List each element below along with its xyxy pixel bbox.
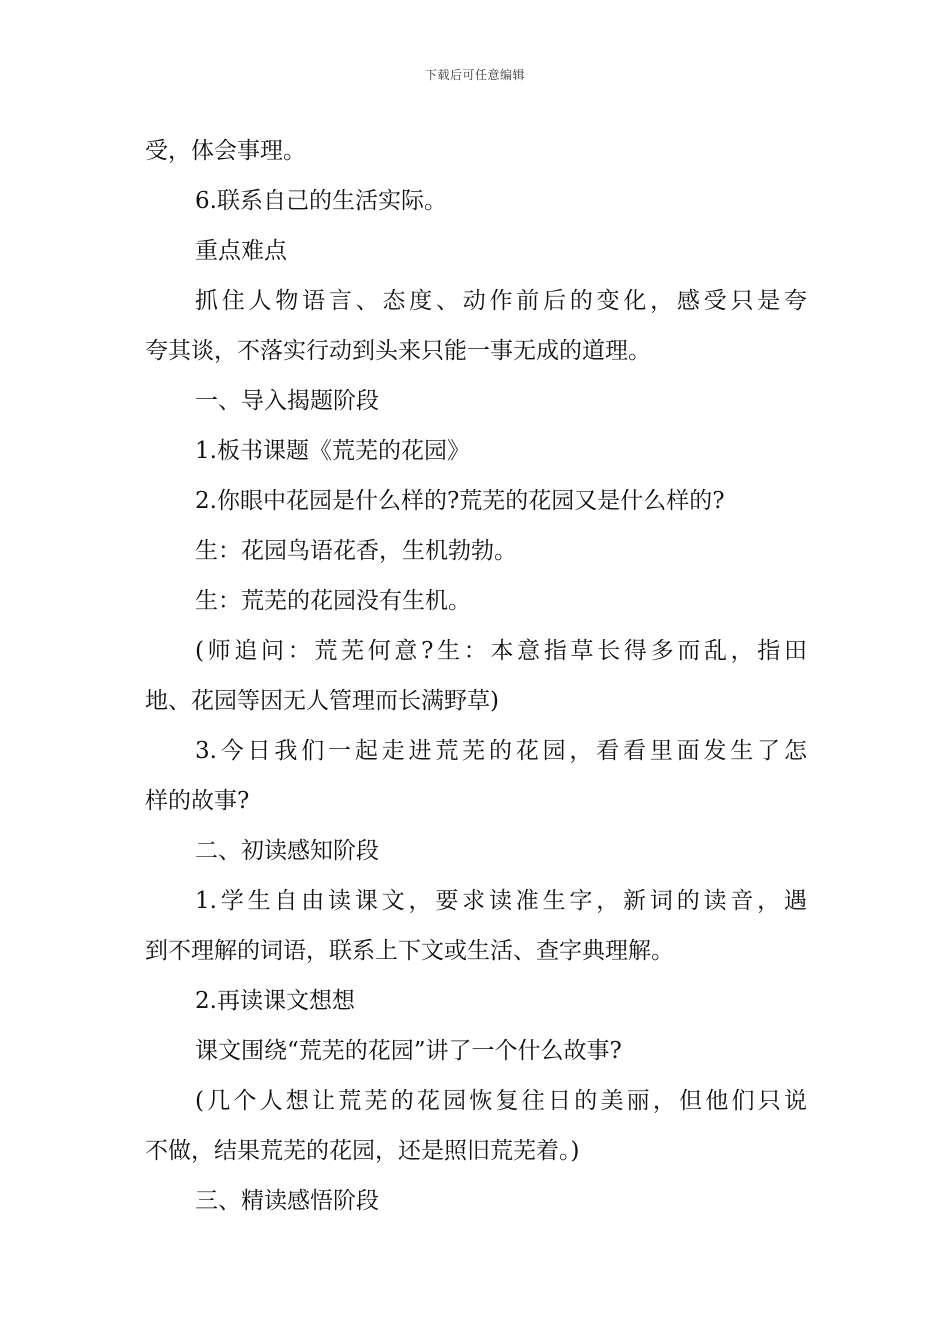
text-line: 生：荒芜的花园没有生机。 <box>195 588 471 614</box>
text-line: 抓住人物语言、态度、动作前后的变化，感受只是夸 <box>195 288 807 314</box>
text-line: 6.联系自己的生活实际。 <box>195 188 447 214</box>
text-line: 3.今日我们一起走进荒芜的花园，看看里面发生了怎 <box>195 738 807 764</box>
text-line: 夸其谈，不落实行动到头来只能一事无成的道理。 <box>145 338 651 364</box>
text-line: 2.再读课文想想 <box>195 988 355 1014</box>
text-line: 样的故事? <box>145 788 250 814</box>
text-line: 一、导入揭题阶段 <box>195 388 379 414</box>
text-line: 受，体会事理。 <box>145 138 306 164</box>
page-header: 下载后可任意编辑 <box>424 68 525 82</box>
document-body <box>145 126 807 1226</box>
text-line: 重点难点 <box>195 238 287 264</box>
text-line: 2.你眼中花园是什么样的?荒芜的花园又是什么样的? <box>195 488 725 514</box>
text-line: 二、初读感知阶段 <box>195 838 379 864</box>
text-line: 三、精读感悟阶段 <box>195 1188 379 1214</box>
text-line: 课文围绕“荒芜的花园”讲了一个什么故事? <box>195 1038 622 1064</box>
text-line: (几个人想让荒芜的花园恢复往日的美丽，但他们只说 <box>195 1088 807 1114</box>
text-line: 1.板书课题《荒芜的花园》 <box>195 438 470 464</box>
text-line: (师追问：荒芜何意?生：本意指草长得多而乱，指田 <box>195 638 807 664</box>
text-line: 到不理解的词语，联系上下文或生活、查字典理解。 <box>145 938 674 964</box>
text-line: 不做，结果荒芜的花园，还是照旧荒芜着。) <box>145 1138 580 1164</box>
text-line: 1.学生自由读课文，要求读准生字，新词的读音，遇 <box>195 888 807 914</box>
text-line: 地、花园等因无人管理而长满野草) <box>145 688 499 714</box>
text-line: 生：花园鸟语花香，生机勃勃。 <box>195 538 517 564</box>
